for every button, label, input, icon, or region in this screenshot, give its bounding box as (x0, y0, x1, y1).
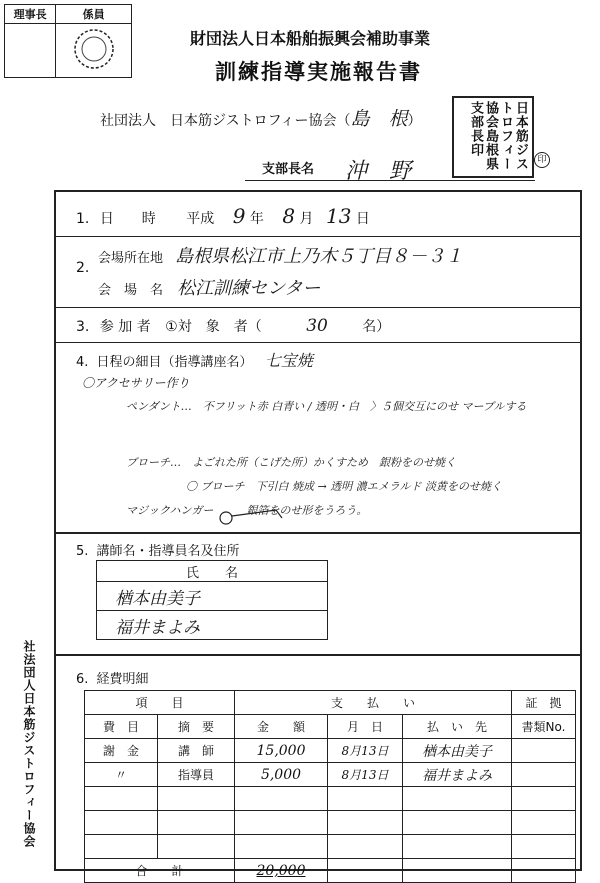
expense-table (84, 690, 576, 883)
chief-seal: 印 (534, 152, 550, 168)
cell-amount: 5,000 (235, 763, 328, 787)
venue-name-row (98, 274, 320, 300)
branch-seal (452, 96, 534, 178)
s1-day: 13 (326, 204, 352, 228)
cell-description: 指導員 (158, 763, 235, 787)
magic-hanger-sketch-icon (216, 504, 286, 526)
table-row (85, 811, 576, 835)
s1-m: 月 (299, 211, 314, 227)
s1-era: 平成 (186, 211, 215, 227)
schedule-note: 〇 ブローチ 下引白 焼成 → 透明 濃エメラルド 淡黄をのせ焼く (186, 480, 502, 493)
s4-num: 4. (76, 355, 89, 370)
cell-category: 〃 (85, 763, 158, 787)
association-name: 社団法人 日本筋ジストロフィー協会（ (100, 113, 351, 129)
approval-stamp-box (4, 4, 132, 78)
header-item: 項 目 (85, 691, 235, 715)
instructor-name: 楢本由美子 (97, 582, 328, 611)
cell-description: 講 師 (158, 739, 235, 763)
table-row (85, 787, 576, 811)
cell-date: 8月13日 (328, 763, 403, 787)
instructor-table (96, 560, 328, 640)
schedule-note: ブローチ… よごれた所（こげた所）かくすため 銀粉をのせ焼く (126, 456, 456, 469)
chief-name: 沖 野 (345, 159, 412, 184)
stamp-header-chair: 理事長 (5, 5, 56, 24)
table-row (85, 739, 576, 763)
section-schedule (76, 348, 313, 371)
association-line (100, 104, 421, 131)
header-payment: 支 払 い (235, 691, 512, 715)
cell-docno (512, 739, 576, 763)
s3-count: 30 (306, 316, 328, 336)
table-row (85, 763, 576, 787)
section-expenses (76, 668, 149, 687)
divider (56, 307, 580, 308)
s1-num: 1. (76, 211, 90, 227)
s3-sub: ①対 象 者（ (165, 319, 262, 335)
chief-label: 支部長名 (262, 162, 315, 177)
cell-docno (512, 763, 576, 787)
s3-num: 3. (76, 319, 90, 335)
s1-year: 9 (232, 204, 246, 228)
section-participants (76, 316, 390, 336)
cell-date: 8月13日 (328, 739, 403, 763)
s2-addr-label: 会場所在地 (98, 251, 164, 266)
s2-addr: 島根県松江市上乃木５丁目８－３１ (175, 246, 464, 267)
stamp-cell-chair (5, 24, 56, 78)
s3-unit: 名） (362, 319, 391, 335)
table-row (85, 835, 576, 859)
branch-seal-text: 日本筋ジストロフィー協会島根県支部長印 (468, 101, 528, 171)
cell-payee: 福井まよみ (403, 763, 512, 787)
stamp-header-staff: 係員 (56, 5, 132, 24)
section-date (76, 204, 370, 228)
instructor-col-header: 氏 名 (97, 561, 328, 582)
s1-d: 日 (355, 211, 370, 227)
instructor-name: 福井まよみ (97, 611, 328, 640)
s2-num: 2. (76, 260, 90, 276)
stamp-cell-staff (56, 24, 132, 78)
header-date: 月 日 (328, 715, 403, 739)
header-payee: 払 い 先 (403, 715, 512, 739)
report-form-instructors (54, 530, 582, 656)
header-description: 摘 要 (158, 715, 235, 739)
page-title: 訓練指導実施報告書 (215, 60, 422, 84)
s2-venue: 松江訓練センター (177, 278, 321, 299)
header-docno: 書類No. (512, 715, 576, 739)
s2-venue-label: 会 場 名 (98, 283, 164, 298)
header-category: 費 目 (85, 715, 158, 739)
association-close: ） (407, 113, 422, 129)
schedule-note: ペンダント… 不フリット赤 白青い / 透明・白 〉５個交互にのせ マーブルする (126, 400, 527, 413)
report-form-upper (54, 190, 582, 534)
s1-y: 年 (249, 211, 264, 227)
chief-underline (245, 180, 535, 181)
total-label: 合 計 (85, 859, 235, 883)
s4-title: 七宝焼 (264, 351, 313, 370)
s1-month: 8 (282, 204, 296, 228)
venue-address-row (98, 242, 463, 268)
s5-num: 5. (76, 544, 89, 559)
header-line1: 財団法人日本船舶振興会補助事業 (190, 29, 431, 48)
cell-category: 謝 金 (85, 739, 158, 763)
s1-label: 日 時 (99, 211, 156, 227)
divider (56, 342, 580, 343)
cell-payee: 楢本由美子 (403, 739, 512, 763)
schedule-note: マジックハンガー 銀箔をのせ形をうろう。 (126, 504, 368, 517)
header-amount: 金 額 (235, 715, 328, 739)
received-stamp-icon (69, 26, 119, 72)
s6-num: 6. (76, 672, 89, 687)
s4-label: 日程の細目（指導講座名） (96, 355, 253, 370)
divider (56, 236, 580, 237)
branch-name: 島 根 (350, 108, 408, 130)
total-amount: 20,000 (235, 859, 328, 883)
schedule-note: 〇アクセサリー作り (82, 376, 190, 390)
cell-amount: 15,000 (235, 739, 328, 763)
section-instructors (76, 540, 240, 559)
report-form-expenses (54, 654, 582, 879)
s6-label: 経費明細 (96, 672, 149, 687)
side-association-stamp: 社法団人日本筋ジストロフィー協会 (22, 640, 36, 848)
s3-label: 参 加 者 (99, 319, 151, 335)
s5-label: 講師名・指導員名及住所 (96, 544, 240, 559)
header-proof: 証 拠 (512, 691, 576, 715)
